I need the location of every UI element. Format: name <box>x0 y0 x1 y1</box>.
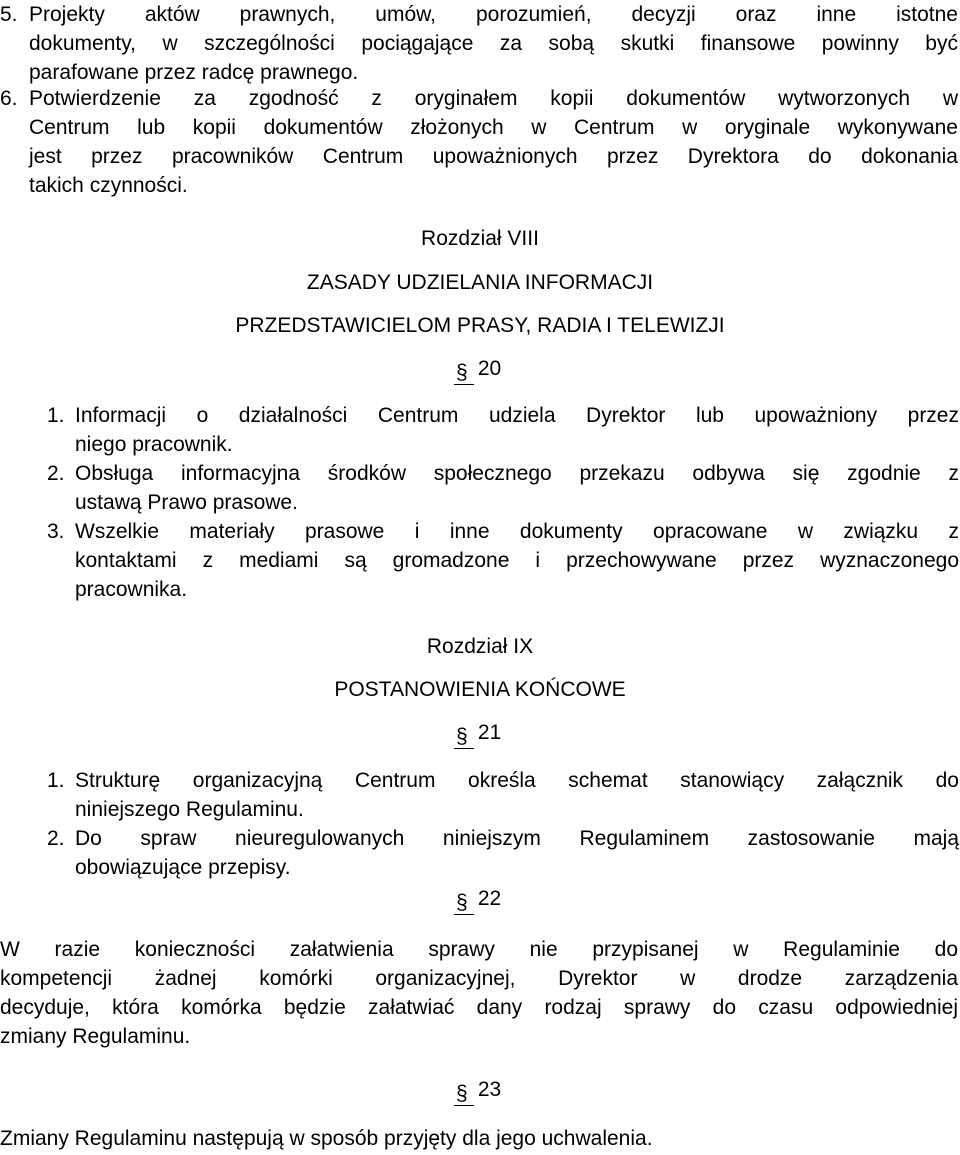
text-line: Strukturę organizacyjną Centrum określa schemat stanowiący załącznik do <box>75 769 959 792</box>
item-text <box>29 84 958 200</box>
item-number: 5. <box>0 3 18 26</box>
text-line: jest przez pracowników Centrum upoważnionych przez Dyrektora do dokonania <box>29 145 958 168</box>
text-line: Projekty aktów prawnych, umów, porozumień, decyzji oraz inne istotne <box>29 3 958 26</box>
chapter-9-title: Rozdział IX <box>426 635 534 658</box>
text-line: kompetencji żadnej komórki organizacyjnej, Dyrektor w drodze zarządzenia <box>0 967 958 990</box>
chapter-8-title: Rozdział VIII <box>421 227 539 250</box>
text-line: Centrum lub kopii dokumentów złożonych w Centrum w oryginale wykonywane <box>29 116 958 139</box>
text-line: W razie konieczności załatwienia sprawy nie przypisanej w Regulaminie do <box>0 938 958 961</box>
section-20 <box>456 354 501 383</box>
section-sign-icon <box>456 1079 472 1103</box>
item-number: 2. <box>47 462 65 485</box>
text-line: pracownika. <box>75 578 188 601</box>
text-line: parafowane przez radcę prawnego. <box>29 61 359 84</box>
text-line: zmiany Regulaminu. <box>0 1025 191 1048</box>
text-line: Wszelkie materiały prasowe i inne dokumenty opracowane w związku z <box>75 520 959 543</box>
section-22-paragraph <box>0 935 958 1051</box>
item-number: 1. <box>47 404 65 427</box>
item-text <box>75 459 959 517</box>
chapter-8-subtitle-1: ZASADY UDZIELANIA INFORMACJI <box>306 271 654 294</box>
text-line: obowiązujące przepisy. <box>75 856 291 879</box>
chapter-9-subtitle: POSTANOWIENIA KOŃCOWE <box>334 678 626 701</box>
item-number: 6. <box>0 87 18 110</box>
text-line: decyduje, która komórka będzie załatwiać dany rodzaj sprawy do czasu odpowiedniej <box>0 996 958 1019</box>
text-line: niego pracownik. <box>75 433 233 456</box>
item-text <box>75 766 959 824</box>
text-line: ustawą Prawo prasowe. <box>75 491 298 514</box>
item-text <box>75 401 959 459</box>
text-line: takich czynności. <box>29 174 188 197</box>
section-sign-icon <box>456 722 472 746</box>
section-22 <box>456 884 501 913</box>
chapter-8-subtitle-2: PRZEDSTAWICIELOM PRASY, RADIA I TELEWIZJI <box>235 314 725 337</box>
text-line: dokumenty, w szczególności pociągające za sobą skutki finansowe powinny być <box>29 32 958 55</box>
section-number: 23 <box>477 1078 502 1101</box>
item-text <box>75 517 959 604</box>
section-number: 22 <box>477 887 502 910</box>
section-23 <box>456 1075 501 1104</box>
item-text <box>75 824 959 882</box>
section-number: 21 <box>477 721 502 744</box>
item-number: 3. <box>47 520 65 543</box>
section-sign-icon <box>456 358 472 382</box>
text-line: niniejszego Regulaminu. <box>75 798 304 821</box>
text-line: kontaktami z mediami są gromadzone i przechowywane przez wyznaczonego <box>75 549 959 572</box>
section-sign-icon <box>456 888 472 912</box>
section-21 <box>456 718 501 747</box>
text-line: Obsługa informacyjna środków społecznego przekazu odbywa się zgodnie z <box>75 462 959 485</box>
text-line: Potwierdzenie za zgodność z oryginałem kopii dokumentów wytworzonych w <box>29 87 958 110</box>
item-number: 2. <box>47 827 65 850</box>
item-text <box>29 0 958 87</box>
text-line: Do spraw nieuregulowanych niniejszym Regulaminem zastosowanie mają <box>75 827 959 850</box>
text-line: Zmiany Regulaminu następują w sposób przyjęty dla jego uchwalenia. <box>0 1127 653 1150</box>
item-number: 1. <box>47 769 65 792</box>
text-line: Informacji o działalności Centrum udziela Dyrektor lub upoważniony przez <box>75 404 959 427</box>
section-23-paragraph <box>0 1124 958 1153</box>
section-number: 20 <box>477 357 502 380</box>
